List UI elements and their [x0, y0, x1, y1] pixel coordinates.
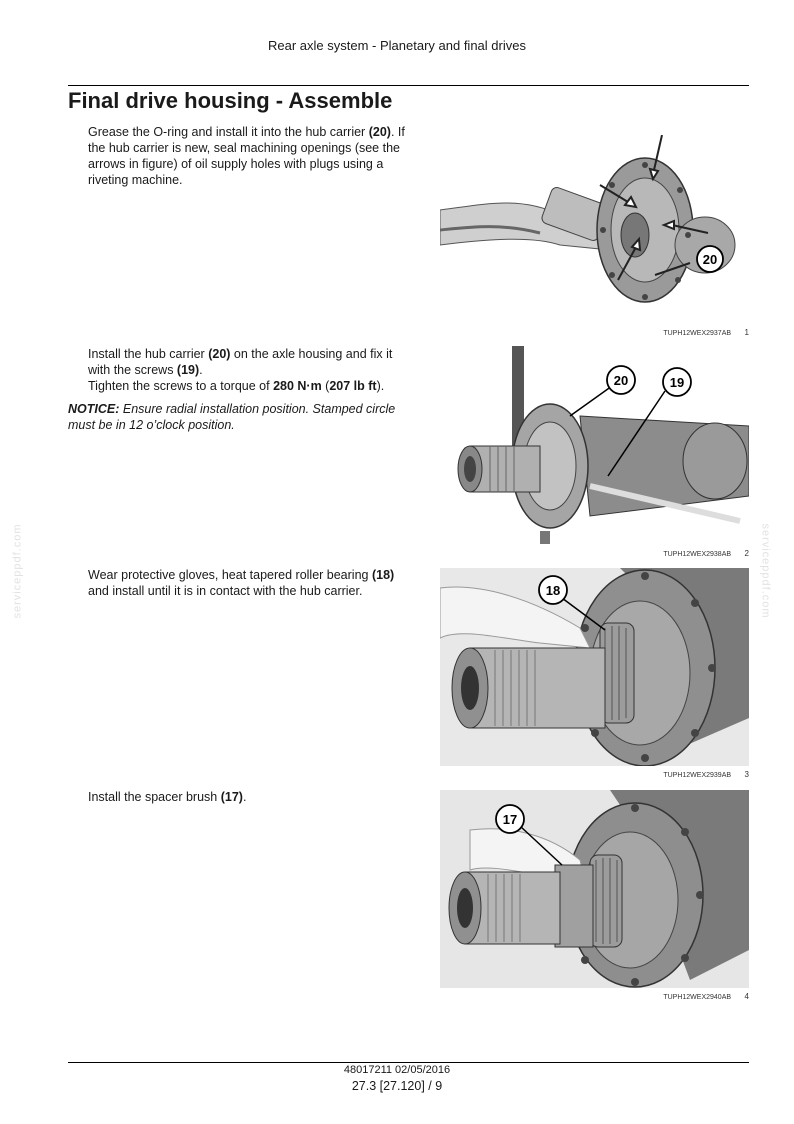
- figure-3-code: TUPH12WEX2939AB: [663, 772, 732, 779]
- text-run: 207 lb ft: [329, 379, 377, 393]
- figure-2-number: 2: [744, 549, 749, 558]
- header-rule: [68, 85, 749, 86]
- figure-2-photo: [440, 346, 749, 544]
- text-run: Tighten the screws to a torque of: [88, 379, 270, 393]
- text-run: (20): [208, 347, 231, 361]
- text-run: Install the hub carrier: [88, 347, 209, 361]
- watermark-right: serviceppdf.com: [759, 523, 772, 619]
- step-4-text: [88, 789, 413, 805]
- notice: [68, 401, 413, 433]
- figure-4-caption: [600, 992, 749, 1001]
- footer-rule: [68, 1062, 749, 1063]
- text-run: .: [242, 790, 247, 804]
- step-2-text: [88, 346, 413, 394]
- running-header: Rear axle system - Planetary and final drives: [268, 38, 526, 53]
- text-run: (20): [368, 125, 391, 139]
- text-run: ).: [376, 379, 385, 393]
- figure-2-callout-20: 20: [613, 373, 629, 388]
- figure-3-callout-18: 18: [545, 583, 561, 598]
- figure-2-callout-19: 19: [669, 375, 685, 390]
- notice-label: NOTICE:: [68, 402, 120, 416]
- text-run: (19): [176, 363, 200, 377]
- figure-4-number: 4: [744, 992, 749, 1001]
- figure-3-number: 3: [744, 770, 749, 779]
- watermark-left: serviceppdf.com: [11, 523, 24, 619]
- text-run: . If the hub carrier is new, seal machining openings (see the arrows in figure) of oil supply holes with plugs using a riveting machine.: [88, 125, 405, 187]
- figure-1-code: TUPH12WEX2937AB: [663, 330, 732, 337]
- figure-1-caption: [600, 328, 749, 337]
- footer-page-number: 27.3 [27.120] / 9: [351, 1079, 443, 1093]
- figure-3-photo: [440, 568, 749, 766]
- notice-text: Ensure radial installation position. Stamped circle must be in 12 o’clock position.: [68, 402, 396, 432]
- text-run: Install the spacer brush: [88, 790, 221, 804]
- figure-3-caption: [600, 770, 749, 779]
- page-title: Final drive housing - Assemble: [68, 88, 393, 113]
- figure-1-number: 1: [744, 328, 749, 337]
- text-run: (17): [220, 790, 243, 804]
- figure-4-code: TUPH12WEX2940AB: [663, 994, 732, 1001]
- text-run: (: [321, 379, 330, 393]
- text-run: Grease the O-ring and install it into the hub carrier: [88, 125, 369, 139]
- step-3-text: [88, 567, 413, 599]
- figure-2-code: TUPH12WEX2938AB: [663, 551, 732, 558]
- step-1-text: [88, 124, 413, 188]
- figure-1-callout-20: 20: [702, 252, 718, 267]
- figure-1-photo: [440, 135, 749, 305]
- footer-doc-ref: 48017211 02/05/2016: [343, 1064, 451, 1076]
- figure-4-photo: [440, 790, 749, 988]
- figure-2-caption: [600, 549, 749, 558]
- text-run: Wear protective gloves, heat tapered roller bearing: [88, 568, 372, 582]
- text-run: 280 N·m: [273, 379, 322, 393]
- text-run: (18): [371, 568, 395, 582]
- text-run: on the axle housing and fix it with the screws: [88, 347, 393, 377]
- figure-4-callout-17: 17: [502, 812, 518, 827]
- text-run: .: [199, 363, 203, 377]
- text-run: and install until it is in contact with the hub carrier.: [88, 584, 363, 598]
